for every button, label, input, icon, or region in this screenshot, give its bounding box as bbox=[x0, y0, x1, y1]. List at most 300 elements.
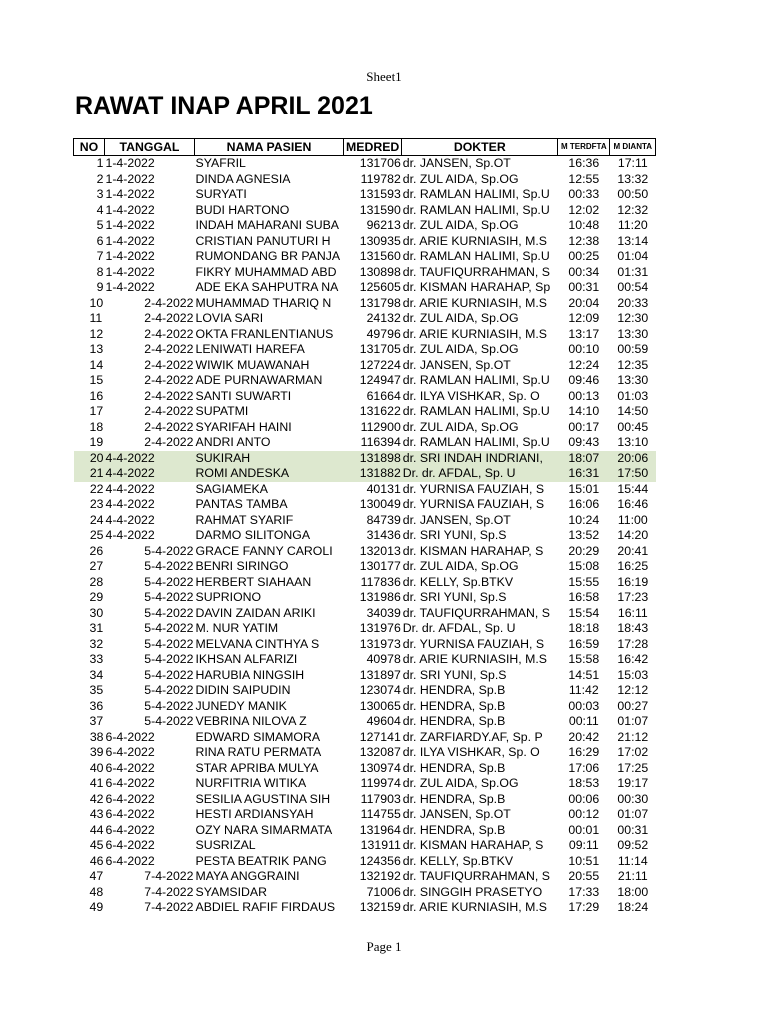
table-row bbox=[74, 249, 656, 265]
cell-medred: 131986 bbox=[359, 590, 401, 604]
cell-no: 42 bbox=[89, 791, 104, 806]
cell-jam-terdaftar: 00:10 bbox=[568, 342, 600, 356]
cell-nama-pasien: BUDI HARTONO bbox=[195, 202, 290, 217]
cell-tanggal: 5-4-2022 bbox=[144, 590, 194, 604]
cell-nama-pasien: NURFITRIA WITIKA bbox=[195, 776, 307, 790]
cell-jam-diantar: 14:20 bbox=[617, 528, 649, 542]
cell-jam-diantar: 13:30 bbox=[617, 373, 649, 387]
cell-tanggal: 2-4-2022 bbox=[144, 373, 194, 387]
cell-jam-diantar: 00:30 bbox=[617, 791, 649, 806]
cell-medred: 34039 bbox=[366, 605, 401, 620]
cell-tanggal: 5-4-2022 bbox=[144, 574, 194, 589]
cell-medred: 49796 bbox=[366, 326, 401, 341]
cell-medred: 127224 bbox=[359, 357, 401, 372]
cell-jam-diantar: 00:50 bbox=[617, 187, 649, 201]
cell-jam-diantar: 13:30 bbox=[617, 326, 649, 341]
cell-dokter: dr. SRI YUNI, Sp.S bbox=[402, 528, 507, 542]
cell-medred: 119782 bbox=[360, 171, 401, 186]
cell-medred: 49604 bbox=[366, 714, 401, 728]
cell-medred: 131964 bbox=[359, 822, 401, 837]
cell-dokter: dr. ARIE KURNIASIH, M.S bbox=[402, 900, 547, 914]
cell-tanggal: 5-4-2022 bbox=[144, 559, 194, 573]
cell-tanggal: 5-4-2022 bbox=[144, 543, 194, 558]
cell-jam-diantar: 14:50 bbox=[617, 404, 649, 418]
cell-no: 25 bbox=[89, 528, 104, 542]
cell-tanggal: 4-4-2022 bbox=[105, 451, 195, 467]
cell-medred: 130049 bbox=[359, 497, 401, 511]
cell-jam-terdaftar: 00:03 bbox=[568, 698, 600, 713]
cell-jam-terdaftar: 00:12 bbox=[568, 807, 600, 821]
cell-tanggal: 2-4-2022 bbox=[144, 326, 194, 341]
header-jam-terdaftar: M TERDFTA bbox=[558, 139, 610, 156]
cell-no: 2 bbox=[96, 171, 104, 186]
cell-tanggal: 5-4-2022 bbox=[144, 667, 194, 682]
cell-jam-diantar: 00:59 bbox=[617, 342, 649, 356]
cell-medred: 119974 bbox=[360, 776, 401, 790]
cell-tanggal: 6-4-2022 bbox=[105, 822, 155, 837]
cell-jam-terdaftar: 15:54 bbox=[568, 605, 600, 620]
table-row bbox=[74, 296, 656, 312]
cell-nama-pasien: SYAMSIDAR bbox=[195, 884, 268, 899]
cell-jam-terdaftar: 12:38 bbox=[568, 233, 600, 248]
cell-jam-diantar: 21:12 bbox=[617, 729, 649, 744]
cell-jam-diantar: 12:35 bbox=[617, 357, 649, 372]
table-row bbox=[74, 559, 656, 575]
table-row bbox=[74, 311, 656, 327]
cell-jam-diantar: 18:00 bbox=[617, 884, 649, 899]
page-number: Page 1 bbox=[366, 939, 402, 954]
cell-jam-terdaftar: 12:09 bbox=[568, 311, 600, 325]
cell-dokter: dr. KISMAN HARAHAP, S bbox=[402, 543, 544, 558]
cell-jam-diantar: 12:32 bbox=[617, 202, 649, 217]
table-row bbox=[74, 358, 656, 374]
cell-tanggal: 2-4-2022 bbox=[144, 295, 194, 310]
cell-tanggal: 5-4-2022 bbox=[144, 698, 194, 713]
cell-no: 19 bbox=[89, 435, 104, 449]
cell-dokter: dr. ZUL AIDA, Sp.OG bbox=[402, 419, 519, 434]
cell-dokter: Dr. dr. AFDAL, Sp. U bbox=[402, 466, 558, 482]
cell-jam-diantar: 11:14 bbox=[617, 853, 648, 868]
cell-nama-pasien: LENIWATI HAREFA bbox=[195, 342, 305, 356]
cell-no: 9 bbox=[96, 280, 104, 294]
cell-no: 40 bbox=[89, 760, 104, 775]
table-row bbox=[74, 714, 656, 730]
cell-nama-pasien: HESTI ARDIANSYAH bbox=[195, 807, 314, 821]
cell-dokter: dr. YURNISA FAUZIAH, S bbox=[402, 497, 545, 511]
cell-dokter: dr. ZARFIARDY.AF, Sp. P bbox=[402, 729, 543, 744]
cell-medred: 84739 bbox=[366, 512, 401, 527]
cell-tanggal: 6-4-2022 bbox=[105, 729, 155, 744]
cell-dokter: dr. HENDRA, Sp.B bbox=[402, 822, 506, 837]
table-row bbox=[74, 699, 656, 715]
cell-tanggal: 1-4-2022 bbox=[105, 218, 155, 232]
cell-jam-diantar: 00:27 bbox=[617, 698, 649, 713]
table-row bbox=[74, 590, 656, 606]
cell-no: 32 bbox=[89, 636, 104, 651]
cell-tanggal: 6-4-2022 bbox=[105, 807, 155, 821]
cell-jam-diantar: 18:43 bbox=[617, 621, 649, 635]
cell-jam-terdaftar: 09:11 bbox=[568, 838, 599, 852]
cell-jam-terdaftar: 11:42 bbox=[568, 683, 599, 697]
table-row bbox=[74, 187, 656, 203]
cell-no: 46 bbox=[89, 853, 104, 868]
table-row bbox=[74, 730, 656, 746]
cell-tanggal: 7-4-2022 bbox=[144, 884, 194, 899]
cell-jam-terdaftar: 00:17 bbox=[568, 419, 600, 434]
cell-jam-terdaftar: 12:24 bbox=[568, 357, 600, 372]
cell-medred: 31436 bbox=[366, 528, 401, 542]
cell-jam-terdaftar: 00:33 bbox=[568, 187, 600, 201]
cell-jam-diantar: 18:24 bbox=[617, 900, 649, 914]
table-row bbox=[74, 575, 656, 591]
cell-no: 49 bbox=[89, 900, 104, 914]
table-row bbox=[74, 234, 656, 250]
cell-nama-pasien: SAGIAMEKA bbox=[195, 481, 268, 496]
cell-no: 47 bbox=[89, 869, 104, 883]
cell-dokter: dr. TAUFIQURRAHMAN, S bbox=[402, 869, 550, 883]
cell-nama-pasien: ABDIEL RAFIF FIRDAUS bbox=[195, 900, 336, 914]
cell-dokter: dr. SINGGIH PRASETYO bbox=[402, 884, 543, 899]
cell-jam-terdaftar: 13:17 bbox=[568, 326, 600, 341]
cell-medred: 131798 bbox=[359, 295, 401, 310]
cell-medred: 24132 bbox=[366, 311, 401, 325]
table-row bbox=[74, 776, 656, 792]
cell-medred: 132159 bbox=[359, 900, 401, 914]
header-medred: MEDRED bbox=[344, 139, 402, 156]
cell-jam-diantar: 01:04 bbox=[617, 249, 649, 263]
cell-medred: 116394 bbox=[360, 435, 401, 449]
table-row bbox=[74, 482, 656, 498]
cell-jam-terdaftar: 00:11 bbox=[568, 714, 599, 728]
cell-nama-pasien: CRISTIAN PANUTURI H bbox=[195, 233, 331, 248]
cell-nama-pasien: VEBRINA NILOVA Z bbox=[195, 714, 307, 728]
cell-jam-terdaftar: 15:58 bbox=[568, 652, 600, 666]
cell-nama-pasien: ROMI ANDESKA bbox=[195, 466, 344, 482]
cell-no: 24 bbox=[89, 512, 104, 527]
table-row bbox=[74, 172, 656, 188]
cell-no: 15 bbox=[89, 373, 104, 387]
cell-jam-terdaftar: 16:36 bbox=[568, 156, 600, 170]
cell-dokter: dr. YURNISA FAUZIAH, S bbox=[402, 636, 545, 651]
table-row bbox=[74, 373, 656, 389]
header-row bbox=[74, 139, 656, 156]
cell-medred: 130898 bbox=[359, 264, 401, 279]
cell-jam-diantar: 12:30 bbox=[617, 311, 649, 325]
cell-jam-diantar: 17:25 bbox=[617, 760, 649, 775]
cell-dokter: dr. ARIE KURNIASIH, M.S bbox=[402, 326, 547, 341]
cell-tanggal: 4-4-2022 bbox=[105, 512, 155, 527]
cell-dokter: dr. HENDRA, Sp.B bbox=[402, 714, 506, 728]
cell-tanggal: 2-4-2022 bbox=[144, 404, 194, 418]
cell-no: 33 bbox=[89, 652, 104, 666]
cell-dokter: dr. HENDRA, Sp.B bbox=[402, 760, 506, 775]
cell-no: 28 bbox=[89, 574, 104, 589]
cell-medred: 130935 bbox=[359, 233, 401, 248]
cell-nama-pasien: PANTAS TAMBA bbox=[195, 497, 288, 511]
cell-no: 11 bbox=[89, 311, 103, 325]
cell-dokter: dr. RAMLAN HALIMI, Sp.U bbox=[402, 404, 550, 418]
cell-tanggal: 5-4-2022 bbox=[144, 683, 194, 697]
table-row bbox=[74, 327, 656, 343]
cell-jam-terdaftar: 00:13 bbox=[568, 388, 600, 403]
cell-no: 17 bbox=[89, 404, 104, 418]
cell-medred: 132087 bbox=[359, 745, 401, 759]
table-row bbox=[74, 854, 656, 870]
cell-jam-terdaftar: 00:01 bbox=[568, 822, 600, 837]
cell-dokter: dr. ILYA VISHKAR, Sp. O bbox=[402, 745, 540, 759]
cell-no: 5 bbox=[96, 218, 104, 232]
cell-jam-diantar: 16:25 bbox=[617, 559, 649, 573]
cell-jam-diantar: 01:03 bbox=[617, 388, 649, 403]
cell-jam-diantar: 16:11 bbox=[617, 605, 648, 620]
table-row bbox=[74, 435, 656, 451]
cell-dokter: dr. JANSEN, Sp.OT bbox=[402, 807, 511, 821]
cell-dokter: dr. ARIE KURNIASIH, M.S bbox=[402, 295, 547, 310]
cell-tanggal: 6-4-2022 bbox=[105, 776, 155, 790]
cell-tanggal: 5-4-2022 bbox=[144, 636, 194, 651]
cell-medred: 131593 bbox=[359, 187, 401, 201]
cell-jam-diantar: 12:12 bbox=[617, 683, 649, 697]
cell-no: 6 bbox=[96, 233, 104, 248]
cell-no: 26 bbox=[89, 543, 104, 558]
cell-tanggal: 2-4-2022 bbox=[144, 357, 194, 372]
cell-medred: 130065 bbox=[359, 698, 401, 713]
header-tanggal: TANGGAL bbox=[105, 139, 195, 156]
table-row bbox=[74, 218, 656, 234]
table-row bbox=[74, 823, 656, 839]
cell-nama-pasien: LOVIA SARI bbox=[195, 311, 264, 325]
cell-no: 38 bbox=[89, 729, 104, 744]
cell-dokter: dr. SRI YUNI, Sp.S bbox=[402, 590, 507, 604]
cell-jam-diantar: 01:07 bbox=[617, 714, 649, 728]
table-row bbox=[74, 745, 656, 761]
cell-tanggal: 5-4-2022 bbox=[144, 714, 194, 728]
cell-tanggal: 2-4-2022 bbox=[144, 342, 194, 356]
cell-nama-pasien: SURYATI bbox=[195, 187, 247, 201]
cell-medred: 61664 bbox=[366, 388, 401, 403]
cell-jam-terdaftar: 10:48 bbox=[568, 218, 600, 232]
cell-medred: 40131 bbox=[366, 481, 401, 496]
cell-medred: 123074 bbox=[359, 683, 401, 697]
cell-medred: 132013 bbox=[359, 543, 401, 558]
cell-medred: 131973 bbox=[359, 636, 401, 651]
cell-tanggal: 1-4-2022 bbox=[105, 280, 155, 294]
cell-tanggal: 4-4-2022 bbox=[105, 497, 155, 511]
cell-jam-diantar: 16:46 bbox=[617, 497, 649, 511]
cell-tanggal: 4-4-2022 bbox=[105, 528, 155, 542]
cell-medred: 131590 bbox=[359, 202, 401, 217]
cell-jam-diantar: 00:31 bbox=[617, 822, 649, 837]
cell-medred: 96213 bbox=[366, 218, 401, 232]
table-row bbox=[74, 792, 656, 808]
cell-dokter: dr. RAMLAN HALIMI, Sp.U bbox=[402, 249, 550, 263]
cell-jam-terdaftar: 12:02 bbox=[568, 202, 600, 217]
cell-nama-pasien: HARUBIA NINGSIH bbox=[195, 667, 305, 682]
cell-jam-diantar: 09:52 bbox=[617, 838, 649, 852]
cell-no: 22 bbox=[89, 481, 104, 496]
cell-medred: 127141 bbox=[359, 729, 401, 744]
cell-dokter: dr. ZUL AIDA, Sp.OG bbox=[402, 559, 519, 573]
cell-nama-pasien: DAVIN ZAIDAN ARIKI bbox=[195, 605, 316, 620]
cell-medred: 40978 bbox=[366, 652, 401, 666]
cell-tanggal: 5-4-2022 bbox=[144, 621, 194, 635]
cell-jam-diantar: 13:10 bbox=[617, 435, 649, 449]
cell-nama-pasien: GRACE FANNY CAROLI bbox=[195, 543, 333, 558]
cell-dokter: dr. RAMLAN HALIMI, Sp.U bbox=[402, 202, 550, 217]
cell-jam-terdaftar: 15:55 bbox=[568, 574, 600, 589]
cell-no: 35 bbox=[89, 683, 104, 697]
cell-jam-terdaftar: 15:08 bbox=[568, 559, 600, 573]
cell-no: 48 bbox=[89, 884, 104, 899]
cell-jam-terdaftar: 09:43 bbox=[568, 435, 600, 449]
table-row bbox=[74, 451, 656, 467]
cell-nama-pasien: DINDA AGNESIA bbox=[195, 171, 291, 186]
cell-dokter: dr. KELLY, Sp.BTKV bbox=[402, 853, 514, 868]
sheet-name: Sheet1 bbox=[366, 69, 402, 84]
cell-tanggal: 4-4-2022 bbox=[105, 481, 155, 496]
cell-medred: 132192 bbox=[359, 869, 401, 883]
table-row bbox=[74, 156, 656, 172]
cell-nama-pasien: EDWARD SIMAMORA bbox=[195, 729, 321, 744]
cell-jam-diantar: 01:31 bbox=[617, 264, 649, 279]
cell-jam-diantar: 13:14 bbox=[617, 233, 649, 248]
cell-jam-terdaftar: 17:33 bbox=[568, 884, 600, 899]
cell-tanggal: 1-4-2022 bbox=[105, 249, 155, 263]
cell-tanggal: 6-4-2022 bbox=[105, 838, 155, 852]
cell-dokter: dr. JANSEN, Sp.OT bbox=[402, 512, 511, 527]
cell-jam-diantar: 20:33 bbox=[617, 295, 649, 310]
cell-jam-terdaftar: 20:04 bbox=[568, 295, 600, 310]
cell-no: 43 bbox=[89, 807, 104, 821]
cell-nama-pasien: SUPRIONO bbox=[195, 590, 262, 604]
cell-medred: 114755 bbox=[360, 807, 401, 821]
cell-nama-pasien: MAYA ANGGRAINI bbox=[195, 869, 300, 883]
cell-medred: 130177 bbox=[359, 559, 401, 573]
cell-nama-pasien: SUSRIZAL bbox=[195, 838, 256, 852]
cell-nama-pasien: RUMONDANG BR PANJA bbox=[195, 249, 341, 263]
cell-nama-pasien: SESILIA AGUSTINA SIH bbox=[195, 791, 331, 806]
cell-tanggal: 6-4-2022 bbox=[105, 853, 155, 868]
cell-no: 39 bbox=[89, 745, 104, 759]
cell-jam-diantar: 11:20 bbox=[617, 218, 648, 232]
cell-jam-diantar: 17:02 bbox=[617, 745, 649, 759]
table-row bbox=[74, 900, 656, 916]
cell-dokter: dr. HENDRA, Sp.B bbox=[402, 791, 506, 806]
cell-jam-diantar: 01:07 bbox=[617, 807, 649, 821]
cell-jam-terdaftar: 16:31 bbox=[558, 466, 610, 482]
cell-no: 13 bbox=[89, 342, 104, 356]
cell-tanggal: 2-4-2022 bbox=[144, 419, 194, 434]
cell-jam-terdaftar: 16:29 bbox=[568, 745, 600, 759]
table-row bbox=[74, 652, 656, 668]
cell-dokter: dr. YURNISA FAUZIAH, S bbox=[402, 481, 545, 496]
table-row bbox=[74, 606, 656, 622]
cell-tanggal: 1-4-2022 bbox=[105, 187, 155, 201]
cell-no: 34 bbox=[89, 667, 104, 682]
cell-dokter: dr. JANSEN, Sp.OT bbox=[402, 357, 511, 372]
cell-jam-diantar: 17:11 bbox=[617, 156, 648, 170]
cell-dokter: dr. RAMLAN HALIMI, Sp.U bbox=[402, 187, 550, 201]
patient-table bbox=[73, 138, 656, 916]
cell-no: 37 bbox=[89, 714, 104, 728]
header-nama-pasien: NAMA PASIEN bbox=[195, 139, 344, 156]
cell-nama-pasien: IKHSAN ALFARIZI bbox=[195, 652, 298, 666]
cell-jam-terdaftar: 18:53 bbox=[568, 776, 600, 790]
cell-no: 36 bbox=[89, 698, 104, 713]
cell-medred: 131705 bbox=[359, 342, 401, 356]
cell-dokter: dr. ZUL AIDA, Sp.OG bbox=[402, 311, 519, 325]
cell-no: 10 bbox=[89, 295, 104, 310]
cell-nama-pasien: OZY NARA SIMARMATA bbox=[195, 822, 333, 837]
cell-tanggal: 1-4-2022 bbox=[105, 156, 155, 170]
cell-no: 30 bbox=[89, 605, 104, 620]
cell-nama-pasien: INDAH MAHARANI SUBA bbox=[195, 218, 339, 232]
cell-no: 1 bbox=[96, 156, 104, 170]
cell-tanggal: 6-4-2022 bbox=[105, 791, 155, 806]
cell-medred: 131882 bbox=[344, 466, 402, 482]
cell-medred: 112900 bbox=[360, 419, 401, 434]
cell-no: 8 bbox=[96, 264, 104, 279]
cell-dokter: dr. ILYA VISHKAR, Sp. O bbox=[402, 388, 540, 403]
table-row bbox=[74, 280, 656, 296]
cell-tanggal: 7-4-2022 bbox=[144, 900, 194, 914]
cell-no: 27 bbox=[89, 559, 104, 573]
cell-dokter: dr. HENDRA, Sp.B bbox=[402, 683, 506, 697]
cell-dokter: dr. KELLY, Sp.BTKV bbox=[402, 574, 514, 589]
cell-medred: 71006 bbox=[366, 884, 401, 899]
cell-dokter: dr. ARIE KURNIASIH, M.S bbox=[402, 233, 547, 248]
cell-nama-pasien: RINA RATU PERMATA bbox=[195, 745, 322, 759]
cell-jam-terdaftar: 00:06 bbox=[568, 791, 600, 806]
cell-medred: 131897 bbox=[359, 667, 401, 682]
cell-jam-diantar: 17:50 bbox=[610, 466, 656, 482]
cell-nama-pasien: M. NUR YATIM bbox=[195, 621, 279, 635]
cell-tanggal: 4-4-2022 bbox=[105, 466, 195, 482]
cell-medred: 131706 bbox=[359, 156, 401, 170]
cell-dokter: dr. KISMAN HARAHAP, Sp bbox=[402, 280, 551, 294]
cell-medred: 131898 bbox=[344, 451, 402, 467]
cell-no: 23 bbox=[89, 497, 104, 511]
cell-jam-terdaftar: 10:51 bbox=[568, 853, 600, 868]
cell-no: 44 bbox=[89, 822, 104, 837]
table-row bbox=[74, 683, 656, 699]
cell-no: 31 bbox=[89, 621, 104, 635]
cell-jam-terdaftar: 00:25 bbox=[568, 249, 600, 263]
cell-nama-pasien: WIWIK MUAWANAH bbox=[195, 357, 310, 372]
cell-jam-terdaftar: 15:01 bbox=[568, 481, 600, 496]
cell-jam-diantar: 21:11 bbox=[617, 869, 648, 883]
table-row bbox=[74, 761, 656, 777]
cell-nama-pasien: FIKRY MUHAMMAD ABD bbox=[195, 264, 337, 279]
cell-no: 29 bbox=[89, 590, 104, 604]
cell-jam-terdaftar: 00:34 bbox=[568, 264, 600, 279]
cell-tanggal: 1-4-2022 bbox=[105, 202, 155, 217]
cell-tanggal: 2-4-2022 bbox=[144, 388, 194, 403]
cell-dokter: dr. JANSEN, Sp.OT bbox=[402, 156, 511, 170]
cell-no: 21 bbox=[74, 466, 105, 482]
cell-jam-terdaftar: 18:07 bbox=[558, 451, 610, 467]
cell-dokter: dr. SRI YUNI, Sp.S bbox=[402, 667, 507, 682]
cell-jam-diantar: 20:41 bbox=[617, 543, 649, 558]
cell-jam-terdaftar: 13:52 bbox=[568, 528, 600, 542]
cell-dokter: dr. ARIE KURNIASIH, M.S bbox=[402, 652, 547, 666]
cell-medred: 117903 bbox=[360, 791, 401, 806]
cell-medred: 131976 bbox=[359, 621, 401, 635]
table-row bbox=[74, 869, 656, 885]
cell-tanggal: 2-4-2022 bbox=[144, 435, 194, 449]
header-no: NO bbox=[74, 139, 105, 156]
cell-medred: 131560 bbox=[359, 249, 401, 263]
